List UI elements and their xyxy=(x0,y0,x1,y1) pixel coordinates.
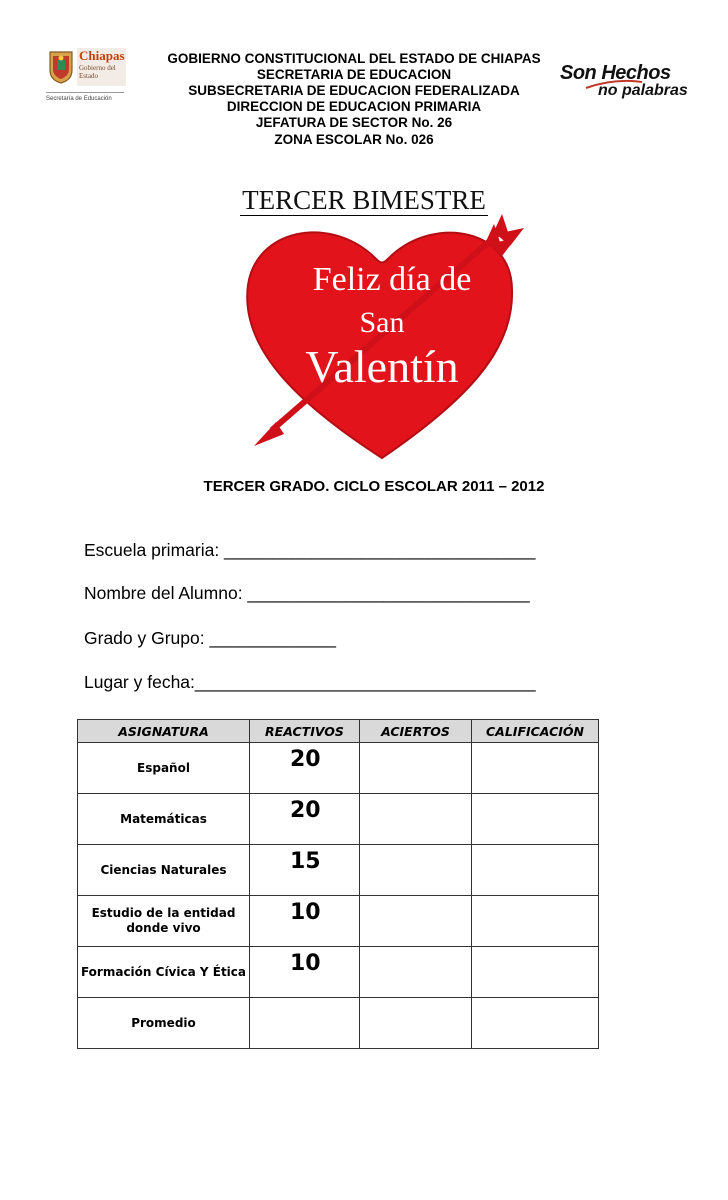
table-row xyxy=(78,743,599,794)
items-cell: 15 xyxy=(250,845,360,896)
correct-cell[interactable] xyxy=(360,998,472,1049)
correct-cell[interactable] xyxy=(360,743,472,794)
grade-cycle-line: TERCER GRADO. CICLO ESCOLAR 2011 – 2012 xyxy=(203,478,545,495)
header-grade: CALIFICACIÓN xyxy=(472,720,599,743)
student-name-field[interactable]: Nombre del Alumno: _____________________________ xyxy=(84,583,530,603)
slogan-line-1: Son Hechos xyxy=(560,62,671,84)
table-row xyxy=(78,794,599,845)
header-subject: ASIGNATURA xyxy=(78,720,250,743)
correct-cell[interactable] xyxy=(360,794,472,845)
header-line-4: DIRECCION DE EDUCACION PRIMARIA xyxy=(226,99,482,114)
table-row xyxy=(78,845,599,896)
correct-cell[interactable] xyxy=(360,947,472,998)
subject-cell: Estudio de la entidad donde vivo xyxy=(78,896,250,947)
items-cell: 20 xyxy=(250,743,360,794)
subject-cell: Español xyxy=(78,743,250,794)
correct-cell[interactable] xyxy=(360,896,472,947)
header-line-5: JEFATURA DE SECTOR No. 26 xyxy=(255,115,453,130)
subject-cell: Matemáticas xyxy=(78,794,250,845)
heart-text-line-3: Valentín xyxy=(305,341,459,392)
grade-cell[interactable] xyxy=(472,896,599,947)
items-cell: 10 xyxy=(250,896,360,947)
items-cell: 20 xyxy=(250,794,360,845)
header-line-2: SECRETARIA DE EDUCACION xyxy=(256,67,452,82)
place-date-field[interactable]: Lugar y fecha:___________________________________ xyxy=(84,672,536,692)
grade-cell[interactable] xyxy=(472,794,599,845)
slogan-logo xyxy=(560,62,700,102)
subject-cell: Promedio xyxy=(78,998,250,1049)
table-row xyxy=(78,998,599,1049)
header-items: REACTIVOS xyxy=(250,720,360,743)
logo-department: Secretaría de Educación xyxy=(46,92,124,105)
header-line-6: ZONA ESCOLAR No. 026 xyxy=(274,132,434,147)
slogan-line-2: no palabras xyxy=(598,82,688,99)
valentine-heart-image xyxy=(232,210,532,470)
heart-text-line-1: Feliz día de xyxy=(312,261,472,298)
logo-brand-name: Chiapas xyxy=(79,48,125,63)
subject-cell: Formación Cívica Y Ética xyxy=(78,947,250,998)
correct-cell[interactable] xyxy=(360,845,472,896)
table-row xyxy=(78,947,599,998)
page-title-text: TERCER BIMESTRE xyxy=(242,185,486,215)
table-row xyxy=(78,896,599,947)
heart-text-line-2: San xyxy=(359,306,405,339)
school-field[interactable]: Escuela primaria: ________________________________ xyxy=(84,540,536,560)
items-cell: 10 xyxy=(250,947,360,998)
logo-brand-subtitle: Gobierno del Estado xyxy=(79,64,116,80)
items-cell xyxy=(250,998,360,1049)
grade-cell[interactable] xyxy=(472,998,599,1049)
header-line-3: SUBSECRETARIA DE EDUCACION FEDERALIZADA xyxy=(188,83,520,98)
grade-cell[interactable] xyxy=(472,947,599,998)
grade-cell[interactable] xyxy=(472,845,599,896)
header-correct: ACIERTOS xyxy=(360,720,472,743)
grade-cell[interactable] xyxy=(472,743,599,794)
grade-group-field[interactable]: Grado y Grupo: _____________ xyxy=(84,628,336,648)
grades-table xyxy=(77,719,599,1049)
subject-cell: Ciencias Naturales xyxy=(78,845,250,896)
table-header-row xyxy=(78,720,599,743)
header-line-1: GOBIERNO CONSTITUCIONAL DEL ESTADO DE CHIAPAS xyxy=(167,51,541,66)
